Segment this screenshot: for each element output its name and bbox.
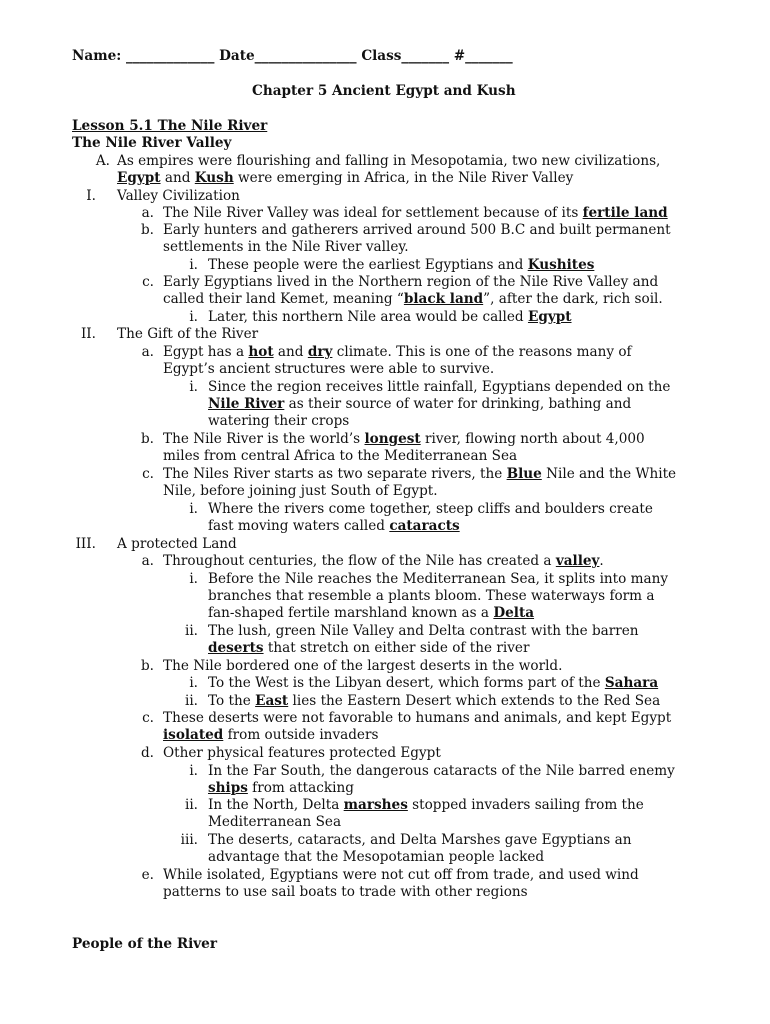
answer-valley: valley <box>555 553 600 569</box>
answer-nile-river: Nile River <box>208 396 285 412</box>
answer-longest: longest <box>364 431 421 447</box>
item-label-II: II. <box>80 326 96 342</box>
item-label-IIIdi: i. <box>189 763 198 779</box>
text: ”, after the dark, rich soil. <box>483 291 663 307</box>
item-IIIai-line1: Before the Nile reaches the Mediterranean Sea, it splits into many <box>208 571 669 587</box>
text: The Nile River Valley was ideal for settlement because of its <box>163 205 583 221</box>
text: The Nile River is the world’s <box>163 431 365 447</box>
text: The Niles River starts as two separate rivers, the <box>163 466 507 482</box>
item-Ibi <box>208 257 594 274</box>
item-IIb-line1 <box>163 431 645 448</box>
item-IIai-line2 <box>208 396 631 413</box>
item-label-IIIc: c. <box>142 710 154 726</box>
item-IIIdii-line1 <box>208 797 644 814</box>
item-label-IIIb: b. <box>140 658 154 674</box>
text: In the North, Delta <box>208 797 344 813</box>
item-IIa-line2: Egypt’s ancient structures were able to survive. <box>163 361 495 377</box>
text: These people were the earliest Egyptians and <box>208 257 528 273</box>
item-label-IIci: i. <box>189 501 198 517</box>
item-Ici <box>208 309 572 326</box>
answer-black-land: black land <box>403 291 484 307</box>
item-IIIaii-line1: The lush, green Nile Valley and Delta contrast with the barren <box>208 623 639 639</box>
item-IIIdiii-line1: The deserts, cataracts, and Delta Marshes gave Egyptians an <box>208 832 632 848</box>
text: stopped invaders sailing from the <box>407 797 644 813</box>
item-IIIb: The Nile bordered one of the largest deserts in the world. <box>163 658 563 674</box>
item-label-IIIbii: ii. <box>184 693 198 709</box>
item-IIIai-line2: branches that resemble a plants bloom. These waterways form a <box>208 588 655 604</box>
text: Throughout centuries, the flow of the Nile has created a <box>163 553 556 569</box>
item-IIc-line2: Nile, before joining just South of Egypt. <box>163 483 438 499</box>
item-Ic-line2 <box>163 291 663 308</box>
answer-marshes: marshes <box>343 797 408 813</box>
item-Ib-line1: Early hunters and gatherers arrived around 500 B.C and built permanent <box>163 222 671 238</box>
item-IIIc-line2 <box>163 727 378 744</box>
answer-fertile-land: fertile land <box>582 205 668 221</box>
item-label-Ic: c. <box>142 274 154 290</box>
name-date-class-line: Name: _____________ Date_______________ Class_______ #_______ <box>72 48 513 64</box>
text: To the West is the Libyan desert, which forms part of the <box>208 675 605 691</box>
item-label-Ib: b. <box>140 222 154 238</box>
text: river, flowing north about 4,000 <box>420 431 645 447</box>
answer-isolated: isolated <box>163 727 224 743</box>
item-IIc-line1 <box>163 466 676 483</box>
text: lies the Eastern Desert which extends to the Red Sea <box>288 693 661 709</box>
text: and <box>160 170 195 186</box>
page-title: Chapter 5 Ancient Egypt and Kush <box>252 83 516 99</box>
text: were emerging in Africa, in the Nile River Valley <box>233 170 574 186</box>
item-I-title: Valley Civilization <box>117 188 240 204</box>
answer-kush: Kush <box>194 170 234 186</box>
text: fan-shaped fertile marshland known as a <box>208 605 494 621</box>
answer-egypt-north: Egypt <box>527 309 572 325</box>
item-IIci-line1: Where the rivers come together, steep cliffs and boulders create <box>208 501 653 517</box>
text: Later, this northern Nile area would be called <box>208 309 528 325</box>
text: as their source of water for drinking, bathing and <box>284 396 632 412</box>
item-IIb-line2: miles from central Africa to the Mediterranean Sea <box>163 448 518 464</box>
text: from attacking <box>247 780 354 796</box>
item-label-Ia: a. <box>141 205 154 221</box>
text: Egypt has a <box>163 344 249 360</box>
item-A-line1: As empires were flourishing and falling in Mesopotamia, two new civilizations, <box>117 153 661 169</box>
answer-delta: Delta <box>493 605 535 621</box>
answer-egypt: Egypt <box>117 170 161 186</box>
item-label-IIIdii: ii. <box>184 797 198 813</box>
item-IIIe-line2: patterns to use sail boats to trade with other regions <box>163 884 528 900</box>
section-heading-nile-valley: The Nile River Valley <box>72 135 232 151</box>
item-IIIdii-line2: Mediterranean Sea <box>208 814 342 830</box>
item-label-Ibi: i. <box>189 257 198 273</box>
answer-deserts: deserts <box>208 640 264 656</box>
item-IIai-line1: Since the region receives little rainfall, Egyptians depended on the <box>208 379 671 395</box>
answer-east: East <box>255 693 289 709</box>
item-IIa-line1 <box>163 344 632 361</box>
answer-kushites: Kushites <box>527 257 595 273</box>
item-label-IIc: c. <box>142 466 154 482</box>
item-Ia <box>163 205 668 222</box>
answer-dry: dry <box>307 344 333 360</box>
item-III-title: A protected Land <box>117 536 237 552</box>
item-label-IIIaii: ii. <box>184 623 198 639</box>
item-label-IIb: b. <box>140 431 154 447</box>
item-IIIe-line1: While isolated, Egyptians were not cut off from trade, and used wind <box>163 867 639 883</box>
item-Ic-line1: Early Egyptians lived in the Northern region of the Nile Rive Valley and <box>163 274 659 290</box>
item-label-IIIe: e. <box>141 867 154 883</box>
item-label-I: I. <box>86 188 96 204</box>
answer-cataracts: cataracts <box>389 518 460 534</box>
text: called their land Kemet, meaning “ <box>163 291 404 307</box>
item-A-line2 <box>117 170 573 187</box>
text: climate. This is one of the reasons many of <box>332 344 632 360</box>
item-IIIdi-line2 <box>208 780 354 797</box>
text: from outside invaders <box>223 727 379 743</box>
section-heading-people: People of the River <box>72 936 217 952</box>
item-label-IIIdiii: iii. <box>180 832 198 848</box>
item-IIai-line3: watering their crops <box>208 413 350 429</box>
item-label-IIIbi: i. <box>189 675 198 691</box>
item-IIIdi-line1: In the Far South, the dangerous cataracts of the Nile barred enemy <box>208 763 675 779</box>
item-label-IIId: d. <box>140 745 154 761</box>
item-label-IIIa: a. <box>141 553 154 569</box>
item-label-IIa: a. <box>141 344 154 360</box>
item-label-III: III. <box>75 536 96 552</box>
lesson-heading: Lesson 5.1 The Nile River <box>72 118 268 134</box>
item-IIIai-line3 <box>208 605 534 622</box>
answer-blue: Blue <box>506 466 542 482</box>
answer-sahara: Sahara <box>604 675 659 691</box>
item-II-title: The Gift of the River <box>117 326 259 342</box>
item-label-Ici: i. <box>189 309 198 325</box>
answer-ships: ships <box>208 780 248 796</box>
text: . <box>599 553 604 569</box>
item-IIIbii <box>208 693 660 710</box>
item-IIId: Other physical features protected Egypt <box>163 745 441 761</box>
text: and <box>273 344 308 360</box>
text: that stretch on either side of the river <box>263 640 530 656</box>
text: fast moving waters called <box>208 518 390 534</box>
text: To the <box>208 693 256 709</box>
item-IIci-line2 <box>208 518 460 535</box>
item-IIIdiii-line2: advantage that the Mesopotamian people lacked <box>208 849 545 865</box>
item-label-IIIai: i. <box>189 571 198 587</box>
item-IIIc-line1: These deserts were not favorable to humans and animals, and kept Egypt <box>163 710 672 726</box>
item-label-IIai: i. <box>189 379 198 395</box>
item-IIIa <box>163 553 604 570</box>
item-Ib-line2: settlements in the Nile River valley. <box>163 239 409 255</box>
item-IIIaii-line2 <box>208 640 529 657</box>
item-label-A: A. <box>95 153 110 169</box>
answer-hot: hot <box>248 344 274 360</box>
text: Nile and the White <box>541 466 677 482</box>
item-IIIbi <box>208 675 658 692</box>
